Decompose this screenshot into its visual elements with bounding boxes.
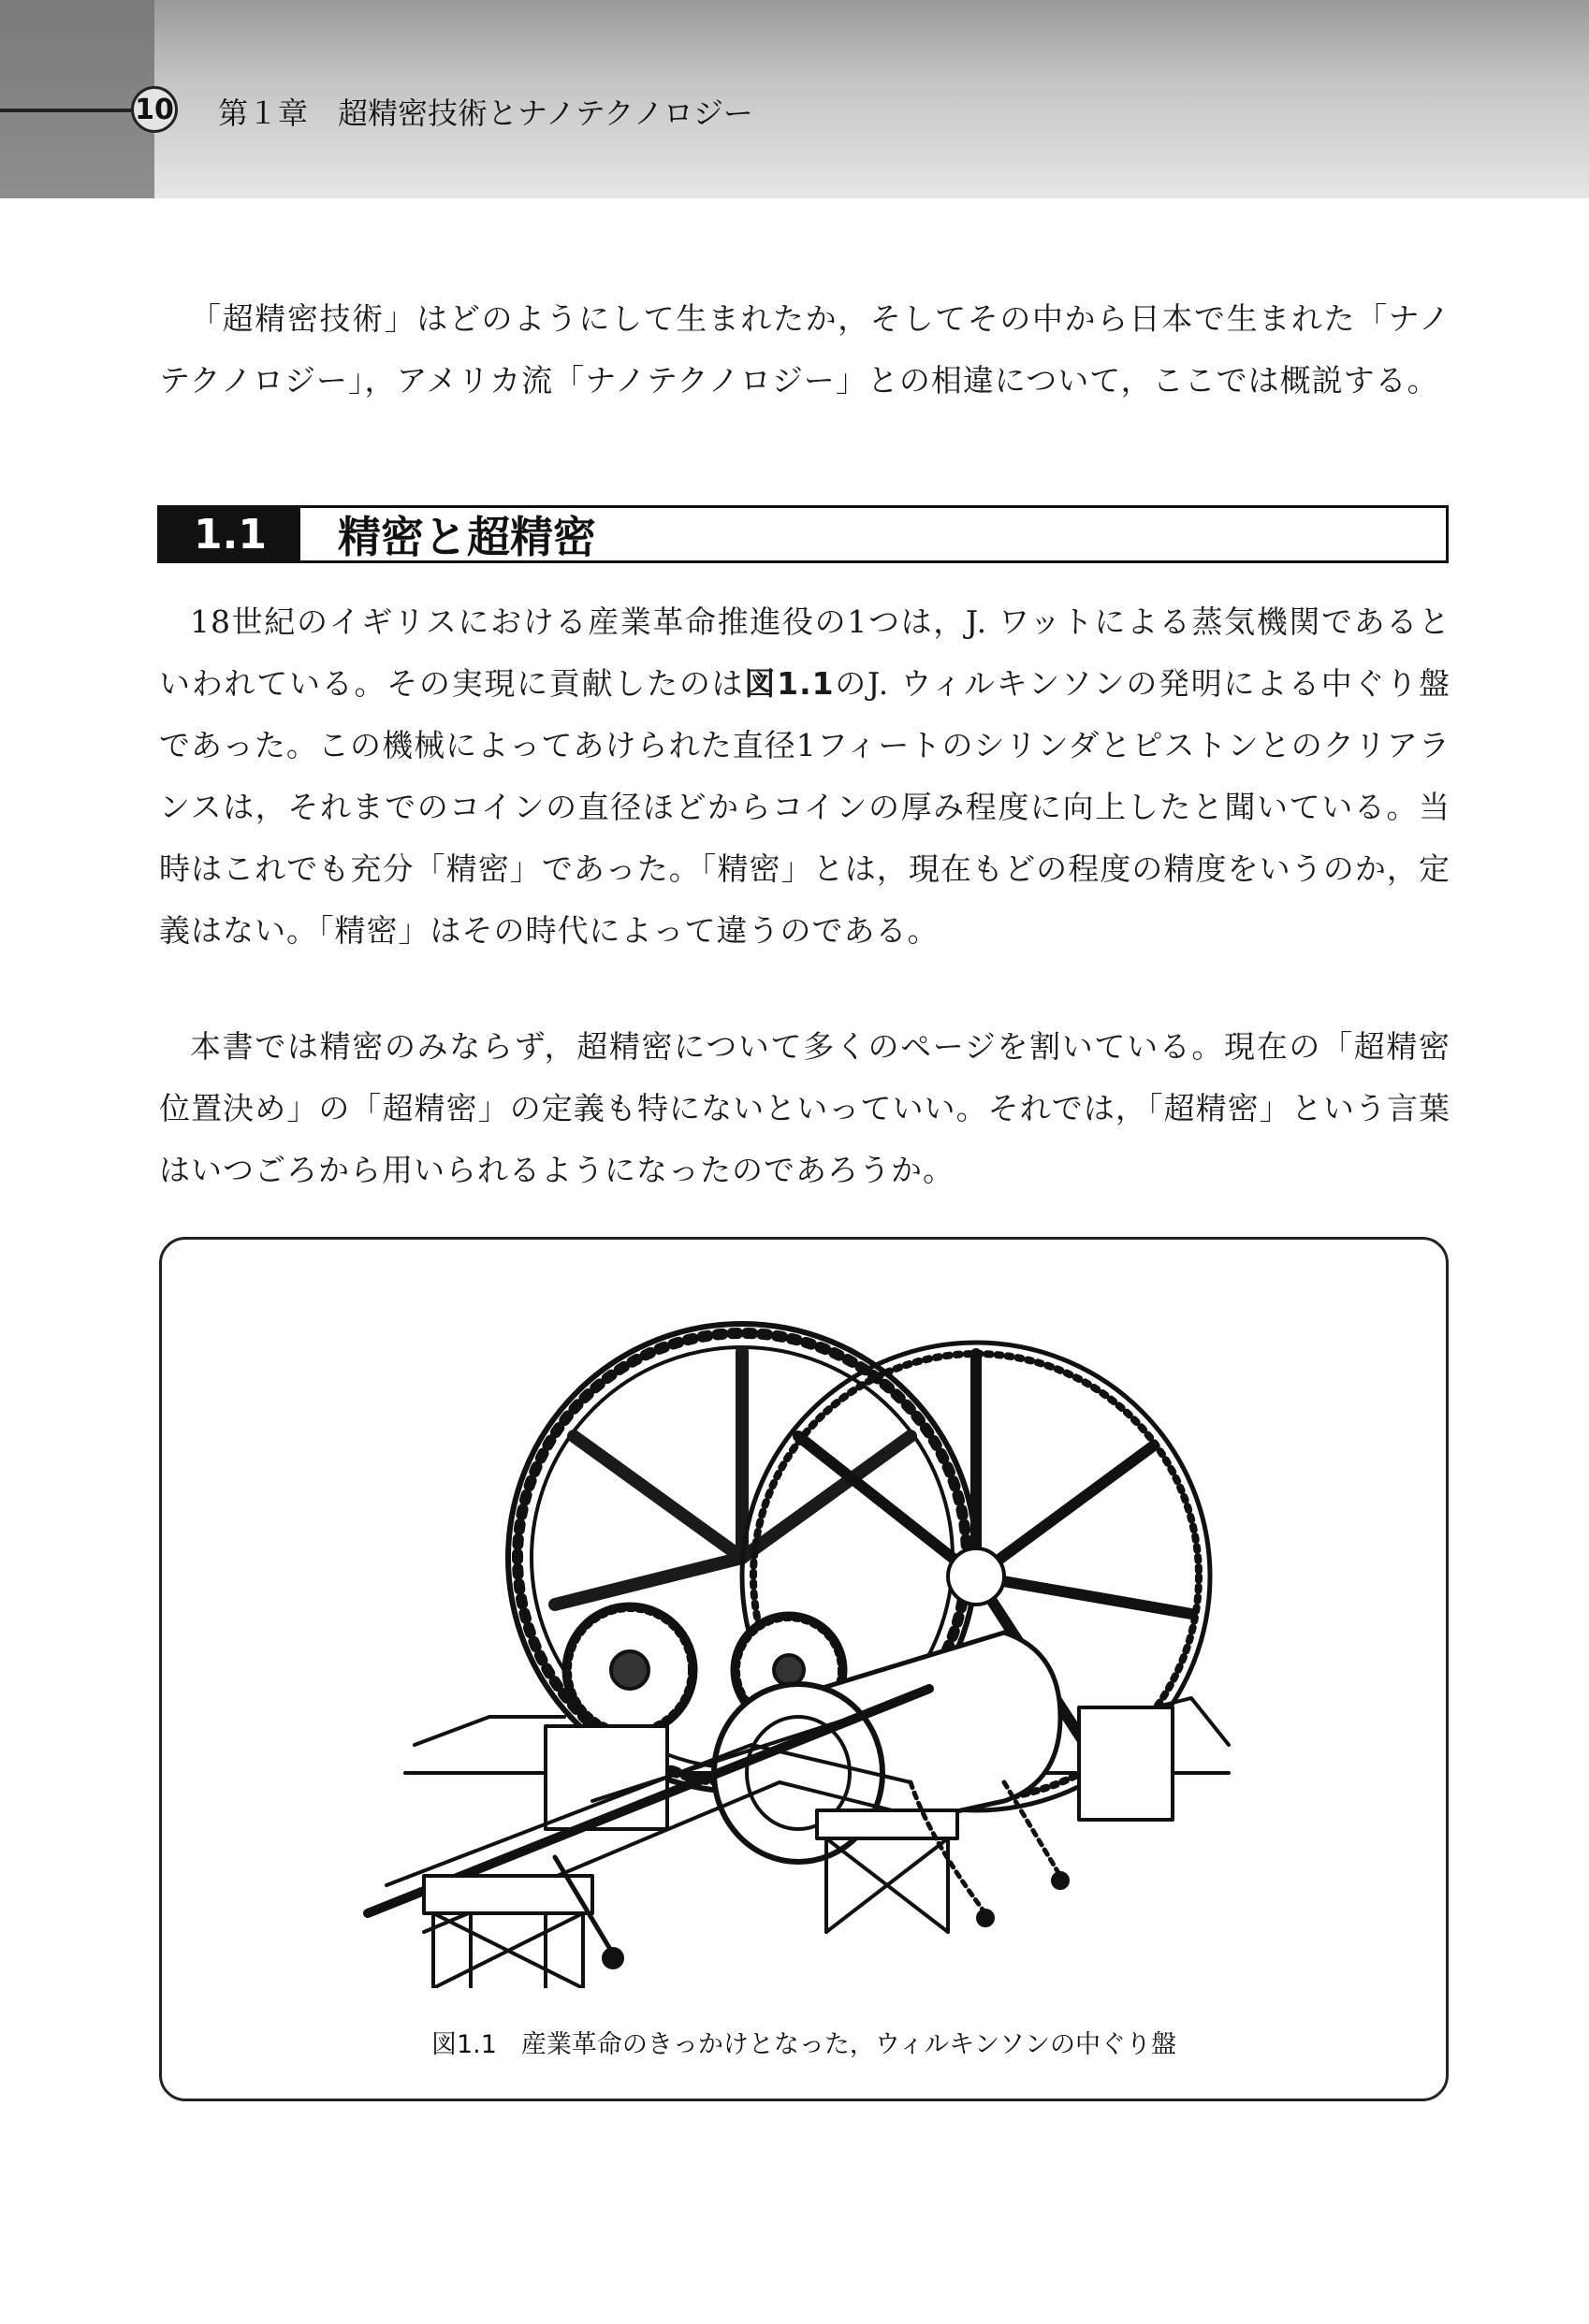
boring-machine-illustration [349, 1277, 1285, 1988]
section-heading [157, 505, 1449, 563]
figure-caption-number: 図1.1 [430, 2030, 497, 2059]
body-paragraph-2: 本書では精密のみならず，超精密について多くのページを割いている。現在の「超精密位置決め」の「超精密」の定義も特にないといっていい。それでは，「超精密」という言葉はいつごろから用いられるようになったのであろうか。 [159, 1028, 1451, 1188]
intro-paragraph: 「超精密技術」はどのようにして生まれたか，そしてその中から日本で生まれた「ナノテクノロジー」，アメリカ流「ナノテクノロジー」との相違について，ここでは概説する。 [159, 300, 1451, 399]
page-number: 10 [131, 86, 178, 133]
section-number: 1.1 [160, 508, 300, 560]
header-rule [0, 109, 140, 112]
figure-frame [159, 1237, 1449, 2101]
body-paragraph-1 [159, 591, 1451, 962]
figure-caption-text: 産業革命のきっかけとなった，ウィルキンソンの中ぐり盤 [520, 2030, 1177, 2059]
figure-caption [162, 2024, 1446, 2060]
paragraph-text: のJ. ウィルキンソンの発明による中ぐり盤であった。この機械によってあけられた直径1フィートのシリンダとピストンとのクリアランスは，それまでのコインの直径ほどからコインの厚み程度に向上したと聞いている。当時はこれでも充分「精密」であった。「精密」とは，現在もどの程度の精度をいうのか，定義はない。「精密」はその時代によって違うのである。 [159, 665, 1451, 949]
paragraph-text: 18世紀のイギリスにおける産業革命推進役の1つは，J. ワットによる蒸気機関であるといわれている。その実現に貢献したのは [159, 603, 1451, 702]
header-tab [0, 0, 154, 198]
section-title: 精密と超精密 [338, 512, 596, 562]
chapter-title: 第１章 超精密技術とナノテクノロジー [218, 95, 753, 131]
figure-reference: 図1.1 [744, 665, 835, 702]
